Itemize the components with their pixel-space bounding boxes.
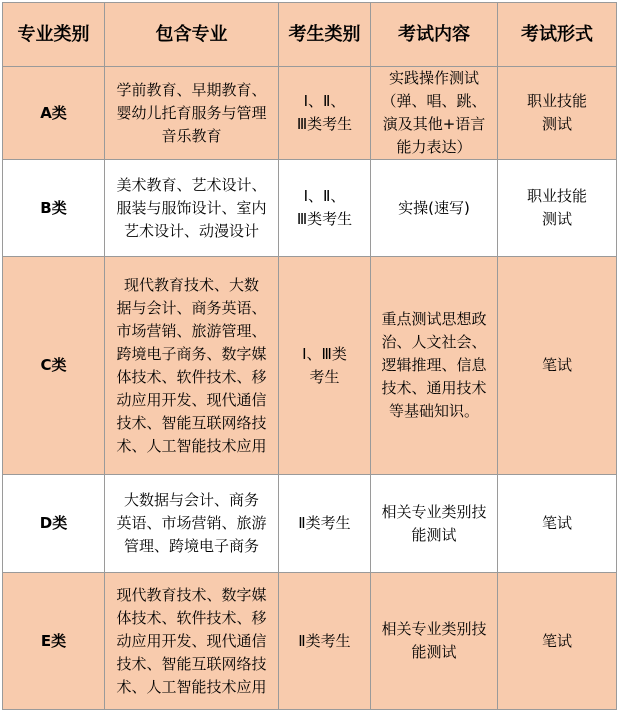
candidate-type-line: Ⅰ、Ⅲ类 [302, 344, 347, 363]
category-cell: E类 [3, 573, 105, 710]
majors-line: 术、人工智能技术应用 [116, 436, 267, 455]
majors-line: 艺术设计、动漫设计 [123, 221, 259, 240]
content-line: 技术、通用技术 [381, 379, 487, 397]
category-cell: D类 [3, 475, 105, 573]
content-line: 能测试 [411, 525, 457, 544]
format-cell [498, 257, 617, 475]
candidate-type-cell [279, 475, 371, 573]
majors-line: 体技术、软件技术、移 [116, 367, 267, 386]
majors-cell [105, 160, 279, 257]
content-line: 重点测试思想政 [381, 310, 487, 328]
content-line: 演及其他+语言 [382, 115, 486, 133]
majors-line: 体技术、软件技术、移 [116, 608, 267, 627]
table-row [3, 257, 617, 475]
content-cell [371, 67, 498, 160]
candidate-type-line: Ⅱ类考生 [298, 631, 351, 650]
majors-line: 美术教育、艺术设计、 [116, 175, 267, 194]
candidate-type-line: Ⅱ类考生 [298, 514, 351, 532]
candidate-type-line: Ⅲ类考生 [296, 210, 353, 228]
format-cell [498, 573, 617, 710]
majors-line: 音乐教育 [161, 126, 222, 145]
table-row [3, 67, 617, 160]
category-cell: C类 [3, 257, 105, 475]
candidate-type-cell [279, 257, 371, 475]
header-format: 考试形式 [498, 3, 617, 67]
format-line: 测试 [541, 210, 572, 228]
candidate-type-cell [279, 67, 371, 160]
content-cell [371, 160, 498, 257]
majors-line: 动应用开发、现代通信 [116, 390, 267, 409]
content-line: （弹、唱、跳、 [381, 92, 487, 110]
majors-cell [105, 257, 279, 475]
majors-line: 服装与服饰设计、室内 [116, 198, 267, 217]
header-candidate-type: 考生类别 [279, 3, 371, 67]
majors-line: 现代教育技术、大数 [123, 275, 259, 294]
header-category: 专业类别 [3, 3, 105, 67]
candidate-type-line: Ⅰ、Ⅱ、 [303, 92, 346, 110]
exam-table [2, 2, 617, 710]
format-cell [498, 67, 617, 160]
majors-cell [105, 67, 279, 160]
majors-line: 技术、智能互联网络技 [116, 413, 267, 432]
header-majors: 包含专业 [105, 3, 279, 67]
category-cell: B类 [3, 160, 105, 257]
content-cell [371, 257, 498, 475]
majors-line: 动应用开发、现代通信 [116, 631, 267, 650]
content-line: 能测试 [411, 643, 457, 661]
header-content: 考试内容 [371, 3, 498, 67]
majors-line: 管理、跨境电子商务 [123, 537, 259, 555]
content-line: 实践操作测试 [388, 69, 479, 87]
candidate-type-line: Ⅰ、Ⅱ、 [303, 187, 346, 205]
content-line: 相关专业类别技 [381, 620, 487, 638]
format-line: 职业技能 [526, 92, 587, 110]
format-line: 测试 [541, 115, 572, 133]
content-line: 实操(速写) [398, 198, 470, 217]
majors-line: 市场营销、旅游管理、 [116, 321, 267, 340]
format-line: 职业技能 [526, 187, 587, 205]
majors-line: 据与会计、商务英语、 [116, 298, 267, 317]
majors-line: 技术、智能互联网络技 [116, 654, 267, 673]
header-row [3, 3, 617, 67]
format-line: 笔试 [541, 356, 572, 374]
format-line: 笔试 [541, 631, 572, 650]
candidate-type-line: Ⅲ类考生 [296, 115, 353, 133]
majors-cell [105, 475, 279, 573]
table-row [3, 160, 617, 257]
content-line: 等基础知识。 [388, 402, 479, 420]
content-line: 相关专业类别技 [381, 502, 487, 521]
table-row [3, 573, 617, 710]
majors-line: 跨境电子商务、数字媒 [116, 344, 267, 363]
content-cell [371, 475, 498, 573]
majors-line: 英语、市场营销、旅游 [116, 514, 267, 532]
content-line: 能力表达） [396, 138, 472, 156]
format-cell [498, 160, 617, 257]
content-cell [371, 573, 498, 710]
table-row [3, 475, 617, 573]
majors-cell [105, 573, 279, 710]
majors-line: 现代教育技术、数字媒 [116, 585, 267, 604]
content-line: 治、人文社会、 [381, 333, 487, 351]
majors-line: 婴幼儿托育服务与管理 [116, 103, 267, 122]
majors-line: 学前教育、早期教育、 [116, 80, 267, 99]
content-line: 逻辑推理、信息 [381, 356, 487, 374]
format-cell [498, 475, 617, 573]
majors-line: 术、人工智能技术应用 [116, 677, 267, 696]
majors-line: 大数据与会计、商务 [123, 491, 259, 509]
candidate-type-line: 考生 [309, 367, 340, 386]
candidate-type-cell [279, 160, 371, 257]
format-line: 笔试 [541, 514, 572, 532]
candidate-type-cell [279, 573, 371, 710]
category-cell: A类 [3, 67, 105, 160]
